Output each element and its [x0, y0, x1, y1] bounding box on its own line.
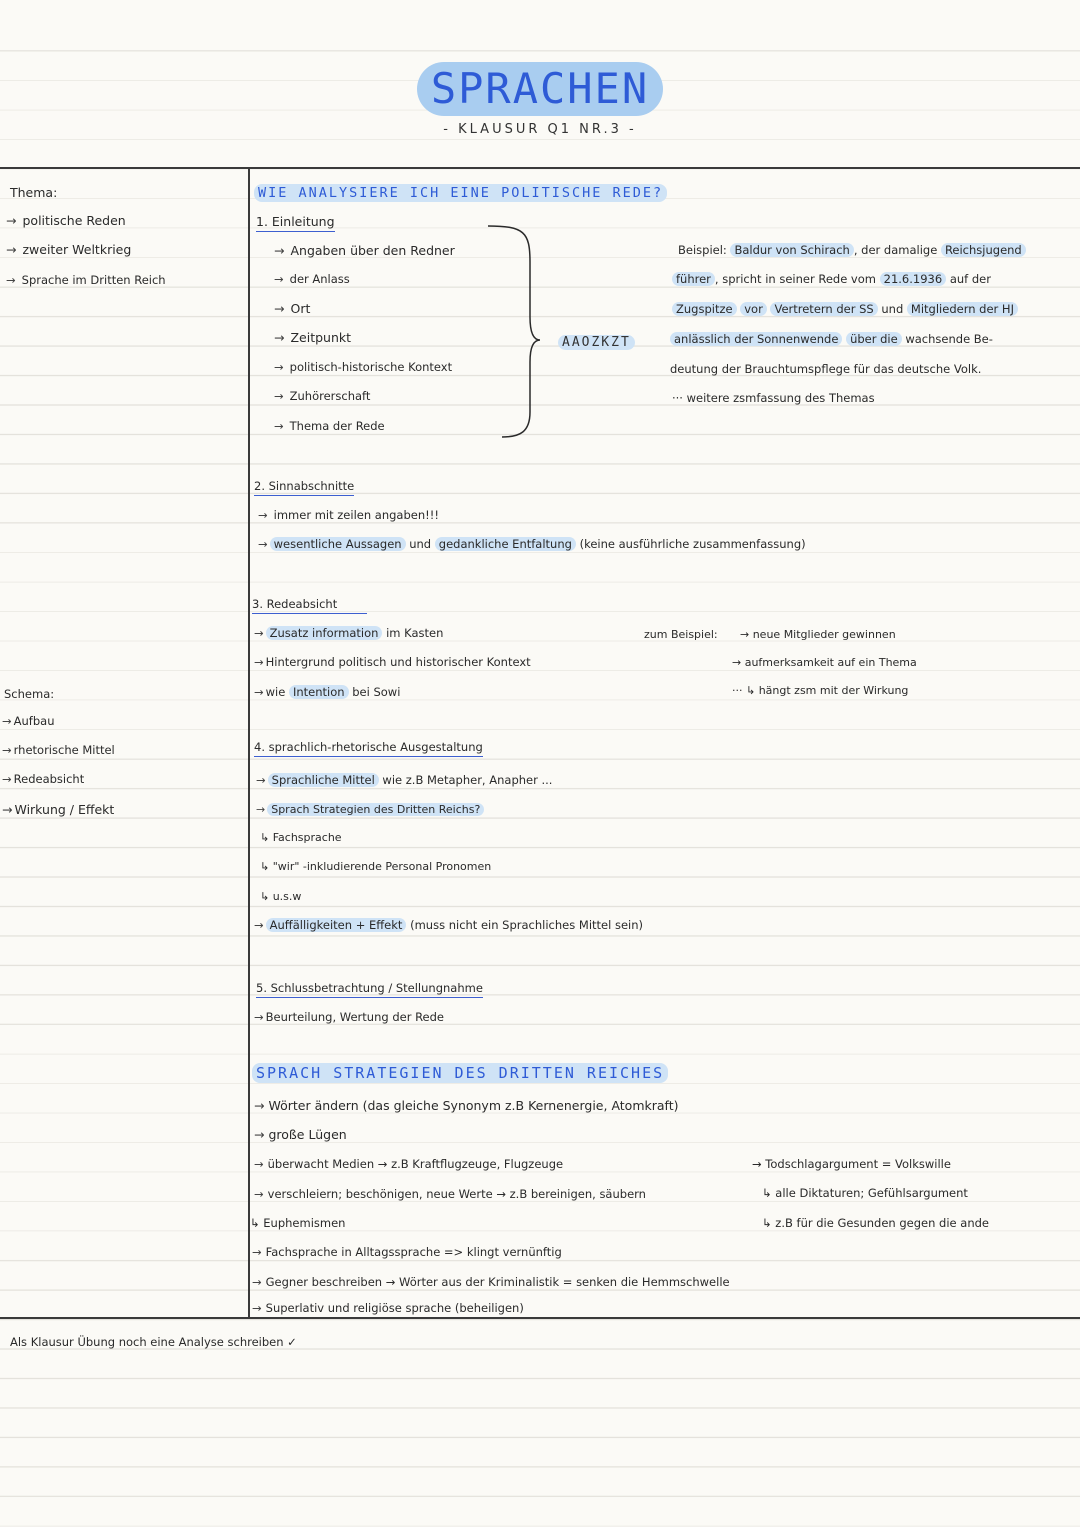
sprachlich-line: → Sprachliche Mittel wie z.B Metapher, Anapher ...	[256, 773, 553, 787]
redeabsicht-line: → Zusatz information im Kasten	[254, 626, 444, 640]
list-item: → Thema der Rede	[274, 419, 385, 433]
redeabsicht-example-label: zum Beispiel:	[644, 628, 718, 641]
acronym-wrap	[558, 331, 635, 350]
strategie-item: → verschleiern; beschönigen, neue Werte → z.B bereinigen, säubern	[254, 1187, 646, 1201]
sinnabschnitte-line: → wesentliche Aussagen und gedankliche Entfaltung (keine ausführliche zusammenfassung)	[258, 537, 806, 551]
main-heading-wrap	[254, 182, 667, 201]
strategie-item: → Gegner beschreiben → Wörter aus der Kriminalistik = senken die Hemmschwelle	[252, 1275, 730, 1289]
bottom-divider	[0, 1317, 1080, 1319]
strategie-item: ↳ Euphemismen	[250, 1216, 346, 1230]
list-item: → der Anlass	[274, 272, 350, 286]
strategie-item: → große Lügen	[254, 1127, 347, 1142]
schluss-line: → Beurteilung, Wertung der Rede	[254, 1010, 445, 1024]
redeabsicht-example-item: → neue Mitglieder gewinnen	[740, 628, 896, 641]
redeabsicht-example-item: → aufmerksamkeit auf ein Thema	[732, 656, 917, 669]
strategie-item: → überwacht Medien → z.B Kraftflugzeuge, Flugzeuge	[254, 1157, 564, 1171]
acronym: AAOZKZT	[558, 335, 635, 350]
sinnabschnitte-title: 2. Sinnabschnitte	[254, 479, 354, 493]
thema-item: → politische Reden	[6, 213, 126, 228]
thema-item: → zweiter Weltkrieg	[6, 242, 132, 257]
example-line: anlässlich der Sonnenwende über die wachsende Be-	[670, 332, 993, 346]
redeabsicht-title: 3. Redeabsicht	[252, 597, 367, 611]
example-line: Zugspitze vor Vertretern der SS und Mitgliedern der HJ	[672, 302, 1018, 316]
thema-item: → Sprache im Dritten Reich	[6, 273, 166, 287]
list-item: → Zuhörerschaft	[274, 389, 371, 403]
sprachlich-line: → Sprach Strategien des Dritten Reichs?	[256, 803, 484, 816]
schluss-title: 5. Schlussbetrachtung / Stellungnahme	[256, 981, 483, 995]
sprachlich-sub: ↳ u.s.w	[260, 890, 302, 903]
list-item: → Zeitpunkt	[274, 330, 352, 345]
schema-item: → rhetorische Mittel	[2, 743, 115, 757]
example-line: ··· weitere zsmfassung des Themas	[672, 391, 875, 405]
example-line: deutung der Brauchtumspflege für das deutsche Volk.	[670, 362, 982, 376]
strategie-right-item: → Todschlagargument = Volkswille	[752, 1157, 951, 1171]
strategien-heading-wrap	[252, 1063, 668, 1082]
schema-item: → Aufbau	[2, 714, 55, 728]
top-divider	[0, 167, 1080, 169]
sinnabschnitte-line: → immer mit zeilen angaben!!!	[258, 508, 439, 522]
example-line: Beispiel: Baldur von Schirach , der damalige Reichsjugend	[678, 243, 1026, 257]
strategie-item: → Superlativ und religiöse sprache (beheiligen)	[252, 1301, 524, 1315]
page-subtitle: - KLAUSUR Q1 NR.3 -	[443, 122, 637, 137]
strategie-item: → Fachsprache in Alltagssprache => klingt vernünftig	[252, 1245, 562, 1259]
footer-note: Als Klausur Übung noch eine Analyse schreiben ✓	[10, 1335, 297, 1349]
sprachlich-title: 4. sprachlich-rhetorische Ausgestaltung	[254, 740, 483, 754]
strategie-right-item: ↳ alle Diktaturen; Gefühlsargument	[762, 1186, 968, 1200]
sprachlich-sub: ↳ Fachsprache	[260, 831, 342, 844]
example-line: führer , spricht in seiner Rede vom 21.6.1936 auf der	[672, 272, 991, 286]
list-item: → Ort	[274, 301, 311, 316]
strategien-heading: SPRACH STRATEGIEN DES DRITTEN REICHES	[252, 1063, 668, 1083]
redeabsicht-example-item: ··· ↳ hängt zsm mit der Wirkung	[732, 684, 909, 697]
main-heading: WIE ANALYSIERE ICH EINE POLITISCHE REDE?	[254, 184, 667, 202]
list-item: → Angaben über den Redner	[274, 243, 455, 258]
list-item: → politisch-historische Kontext	[274, 360, 453, 374]
thema-label: Thema:	[10, 185, 58, 200]
strategie-right-item: ↳ z.B für die Gesunden gegen die ande	[762, 1216, 989, 1230]
redeabsicht-line: → wie Intention bei Sowi	[254, 685, 401, 699]
redeabsicht-line: → Hintergrund politisch und historischer Kontext	[254, 655, 531, 669]
einleitung-title: 1. Einleitung	[256, 214, 335, 229]
schema-label: Schema:	[4, 687, 55, 701]
strategie-item: → Wörter ändern (das gleiche Synonym z.B Kernenergie, Atomkraft)	[254, 1098, 679, 1113]
page-title: SPRACHEN	[417, 62, 663, 116]
schema-item: → Redeabsicht	[2, 772, 85, 786]
sprachlich-line: → Auffälligkeiten + Effekt (muss nicht ein Sprachliches Mittel sein)	[254, 918, 643, 932]
sprachlich-sub: ↳ "wir" -inkludierende Personal Pronomen	[260, 860, 492, 873]
curly-brace-icon	[484, 222, 544, 442]
margin-divider	[248, 168, 250, 1318]
page-title-wrap	[0, 62, 1080, 116]
schema-item: → Wirkung / Effekt	[2, 802, 115, 817]
